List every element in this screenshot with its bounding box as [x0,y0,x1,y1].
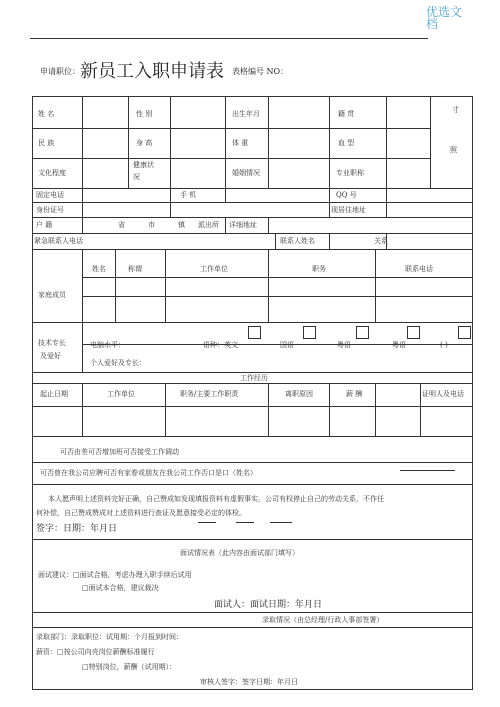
blood-label: 血 型 [338,139,355,147]
rule [375,249,376,322]
rule [32,158,430,159]
lang-option-1: 国语 [280,341,294,349]
family-header-employer: 工作单位 [200,265,228,273]
sign-underline [270,522,292,523]
watermark-line2: 档 [426,17,439,31]
declaration-line-1: 本人愿声明上述资料完好正确，自己赞成如发现填报资料有虚假事实，公司有权停止自己的劳动关系，不作任 [48,495,384,503]
watermark-line1: 优选文 [426,5,463,19]
rule [268,383,269,436]
family-label: 家庭成员 [38,291,66,299]
rule [165,249,166,322]
rule [268,217,269,233]
sign-underline [236,522,254,523]
birth-label: 出生年月 [232,110,260,118]
work-header-duties: 职务/主要工作职责 [180,390,239,398]
police-label: 派出所 [198,221,219,229]
lang-brackets: ( ) [440,341,448,349]
language-checkbox[interactable] [407,326,420,339]
rule [275,233,276,249]
interview-reject: □面试本合格，建议裁决 [82,584,159,592]
rule [32,539,472,540]
sign-underline [198,522,216,523]
rule [32,128,430,129]
rule [32,322,472,323]
hobby-label: 个人爱好及专长： [90,359,146,367]
language-checkbox[interactable] [356,326,369,339]
question-2: 可否曾在我公司应聘可否有家眷或朋友在我公司工作否口是口（姓名） [40,469,257,477]
title-rank-label: 专业职称 [336,169,364,177]
language-checkbox[interactable] [248,326,261,339]
rule [268,249,269,322]
rule [225,96,226,188]
town-label: 镇 [178,221,185,229]
height-label: 身 高 [136,139,153,147]
address-label: 详细地址 [229,221,257,229]
language-checkbox[interactable] [303,326,316,339]
skills-label-1: 技术专长 [38,339,66,347]
rule [420,383,421,436]
family-header-name: 姓名 [92,265,106,273]
skills-label-2: 及爱好 [40,352,61,360]
rule [32,233,472,234]
gender-label: 性 别 [136,110,153,118]
photo-label-1: 寸 [452,106,459,114]
rule [32,612,472,613]
city-label: 市 [148,221,155,229]
position-label: 申请职位： [40,67,80,76]
health-label-1: 健康状 [133,161,154,169]
contact-name-label: 联系人姓名 [280,237,315,245]
work-title: 工作经历 [240,374,268,382]
interview-title: 面试情况表（此内容由面试部门填写） [180,549,299,557]
family-header-phone: 联系电话 [405,265,433,273]
name-label: 姓 名 [38,110,55,118]
rule [32,484,472,485]
rule [128,96,129,188]
rule [268,96,269,188]
hiring-approve: 审核人签字：签字日期：年月日 [200,678,298,686]
rule [329,383,330,436]
declaration-line-2: 何补偿，自己赞成赞成对上述资料进行查证及愿意接受必定的体检。 [36,509,246,517]
family-header-position: 职务 [312,265,326,273]
rule [430,96,431,188]
hiring-special: □特别岗位，薪酬（试用期）： [82,663,177,671]
watermark [426,6,462,30]
hukou-label: 户 籍 [36,221,53,229]
rule [32,249,472,250]
hiring-salary: 薪资：□按公司向壳岗位薪酬标准履行 [36,648,155,656]
rule [32,406,472,407]
rule [375,383,376,436]
relation-label: 关系 [374,237,388,245]
rule [225,217,226,233]
native-label: 籍 贯 [338,110,355,118]
work-header-employer: 工作单位 [107,390,135,398]
residence-label: 现居住地址 [331,206,366,214]
rule [82,217,83,233]
rule [329,96,330,188]
rule [32,462,472,463]
language-checkbox[interactable] [458,326,471,339]
qq-label: QQ 号 [336,191,357,199]
rule [32,383,472,384]
weight-label: 体 重 [232,139,249,147]
lang-option-3: 粤语 [392,341,406,349]
rule [225,188,226,202]
rule [115,249,116,322]
rule [32,436,472,437]
lang-option-2: 粤语 [337,341,351,349]
rule [329,188,330,217]
rule [32,372,472,373]
photo-label-2: 照 [450,146,457,154]
province-label: 省 [118,221,125,229]
work-header-salary: 薪 酬 [346,390,363,398]
marital-label: 婚姻情况 [232,169,260,177]
interview-sign: 面试人：面试日期：年月日 [214,600,323,610]
rule [329,233,330,249]
rule [170,188,171,217]
emergency-label: 紧急联系人电话 [34,237,83,245]
work-header-reason: 离职原因 [285,390,313,398]
page-title: 新员工入职申请表 [80,61,224,82]
family-header-relation: 称谓 [128,265,142,273]
rule [82,344,472,345]
rule [82,383,83,436]
hiring-dept: 录取部门：录取职位：试用期：个月报到时间： [36,633,183,641]
header-rule [30,38,428,39]
interview-advice: 面试建议：□面试合格，考虑办理入职手续后试用 [38,571,192,579]
rule [82,277,472,278]
rule [82,188,83,217]
education-label: 文化程度 [38,169,66,177]
hiring-title: 录取情况（由总经理/行政人事部签署） [262,616,384,624]
rule [82,96,83,188]
id-label: 身份证号 [36,206,64,214]
rule [32,202,472,203]
rule [82,296,472,297]
phone-label: 固定电话 [36,191,64,199]
rule [386,96,387,188]
name-underline [400,470,455,471]
rule [386,188,387,217]
rule [32,627,472,628]
form-no-label: 表格编号 NO： [232,67,289,76]
rule [32,188,472,189]
languages-label: 语种：英文 [203,341,238,349]
rule [165,383,166,436]
rule [170,96,171,188]
work-header-dates: 起止日期 [40,390,68,398]
question-1: 可否由差可否增加班可否接受工作调动 [60,448,179,456]
declaration-sign: 签字：日期：年月日 [36,524,118,534]
rule [82,249,83,372]
mobile-label: 手 机 [180,191,197,199]
rule [32,217,472,218]
work-header-reference: 证明人及电话 [422,390,464,398]
ethnicity-label: 民 族 [38,139,55,147]
health-label-2: 况 [133,173,140,181]
computer-level: 电脑水平： [90,341,125,349]
